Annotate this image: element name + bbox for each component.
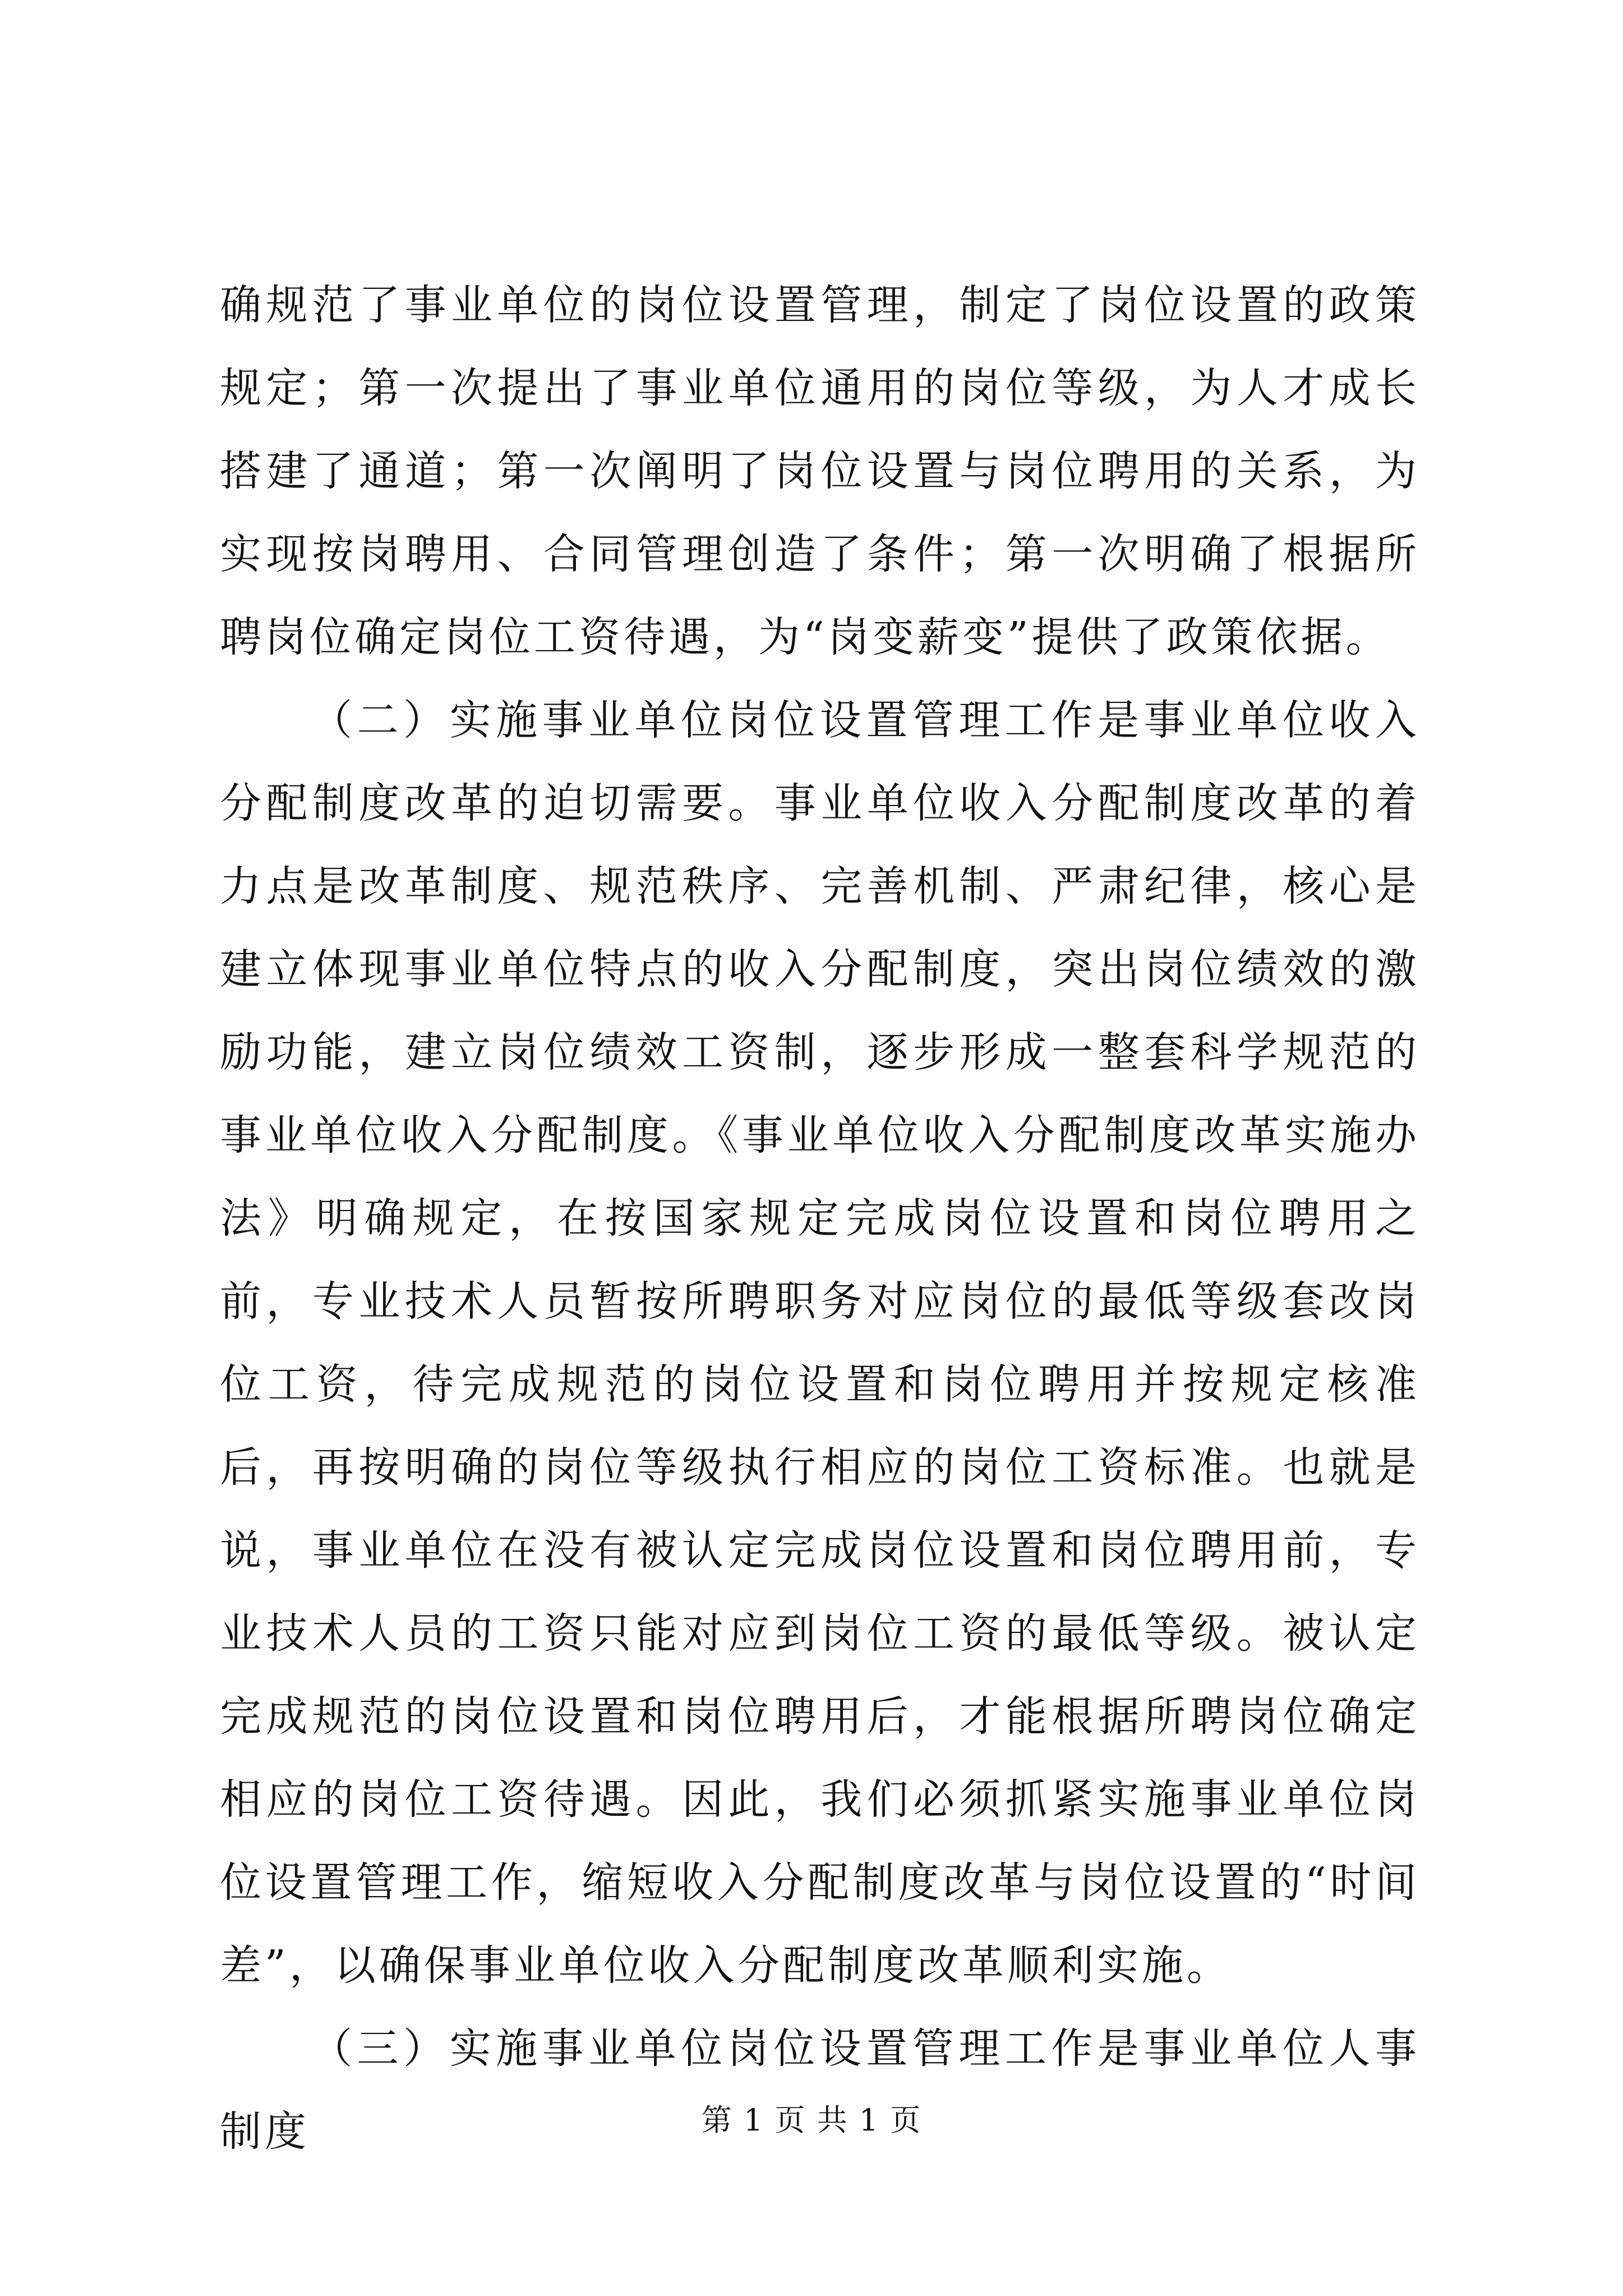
page-footer: 第 1 页 共 1 页 (701, 2102, 922, 2138)
paragraph-3: （三）实施事业单位岗位设置管理工作是事业单位人事制度 (220, 2024, 1420, 2156)
paragraph-2: （二）实施事业单位岗位设置管理工作是事业单位收入分配制度改革的迫切需要。事业单位收入分配制度改革的着力点是改革制度、规范秩序、完善机制、严肃纪律，核心是建立体现事业单位特点的收入分配制度，突出岗位绩效的激励功能，建立岗位绩效工资制，逐步形成一整套科学规范的事业单位收入分配制度。《事业单位收入分配制度改革实施办法》明确规定，在按国家规定完成岗位设置和岗位聘用之前，专业技术人员暂按所聘职务对应岗位的最低等级套改岗位工资，待完成规范的岗位设置和岗位聘用并按规定核准后，再按明确的岗位等级执行相应的岗位工资标准。也就是说，事业单位在没有被认定完成岗位设置和岗位聘用前，专业技术人员的工资只能对应到岗位工资的最低等级。被认定完成规范的岗位设置和岗位聘用后，才能根据所聘岗位确定相应的岗位工资待遇。因此，我们必须抓紧实施事业单位岗位设置管理工作，缩短收入分配制度改革与岗位设置的“时间差”，以确保事业单位收入分配制度改革顺利实施。 (220, 696, 1420, 1990)
document-body (220, 264, 1420, 2173)
paragraph-1: 确规范了事业单位的岗位设置管理，制定了岗位设置的政策规定；第一次提出了事业单位通用的岗位等级，为人才成长搭建了通道；第一次阐明了岗位设置与岗位聘用的关系，为实现按岗聘用、合同管理创造了条件；第一次明确了根据所聘岗位确定岗位工资待遇，为“岗变薪变”提供了政策依据。 (220, 281, 1420, 661)
